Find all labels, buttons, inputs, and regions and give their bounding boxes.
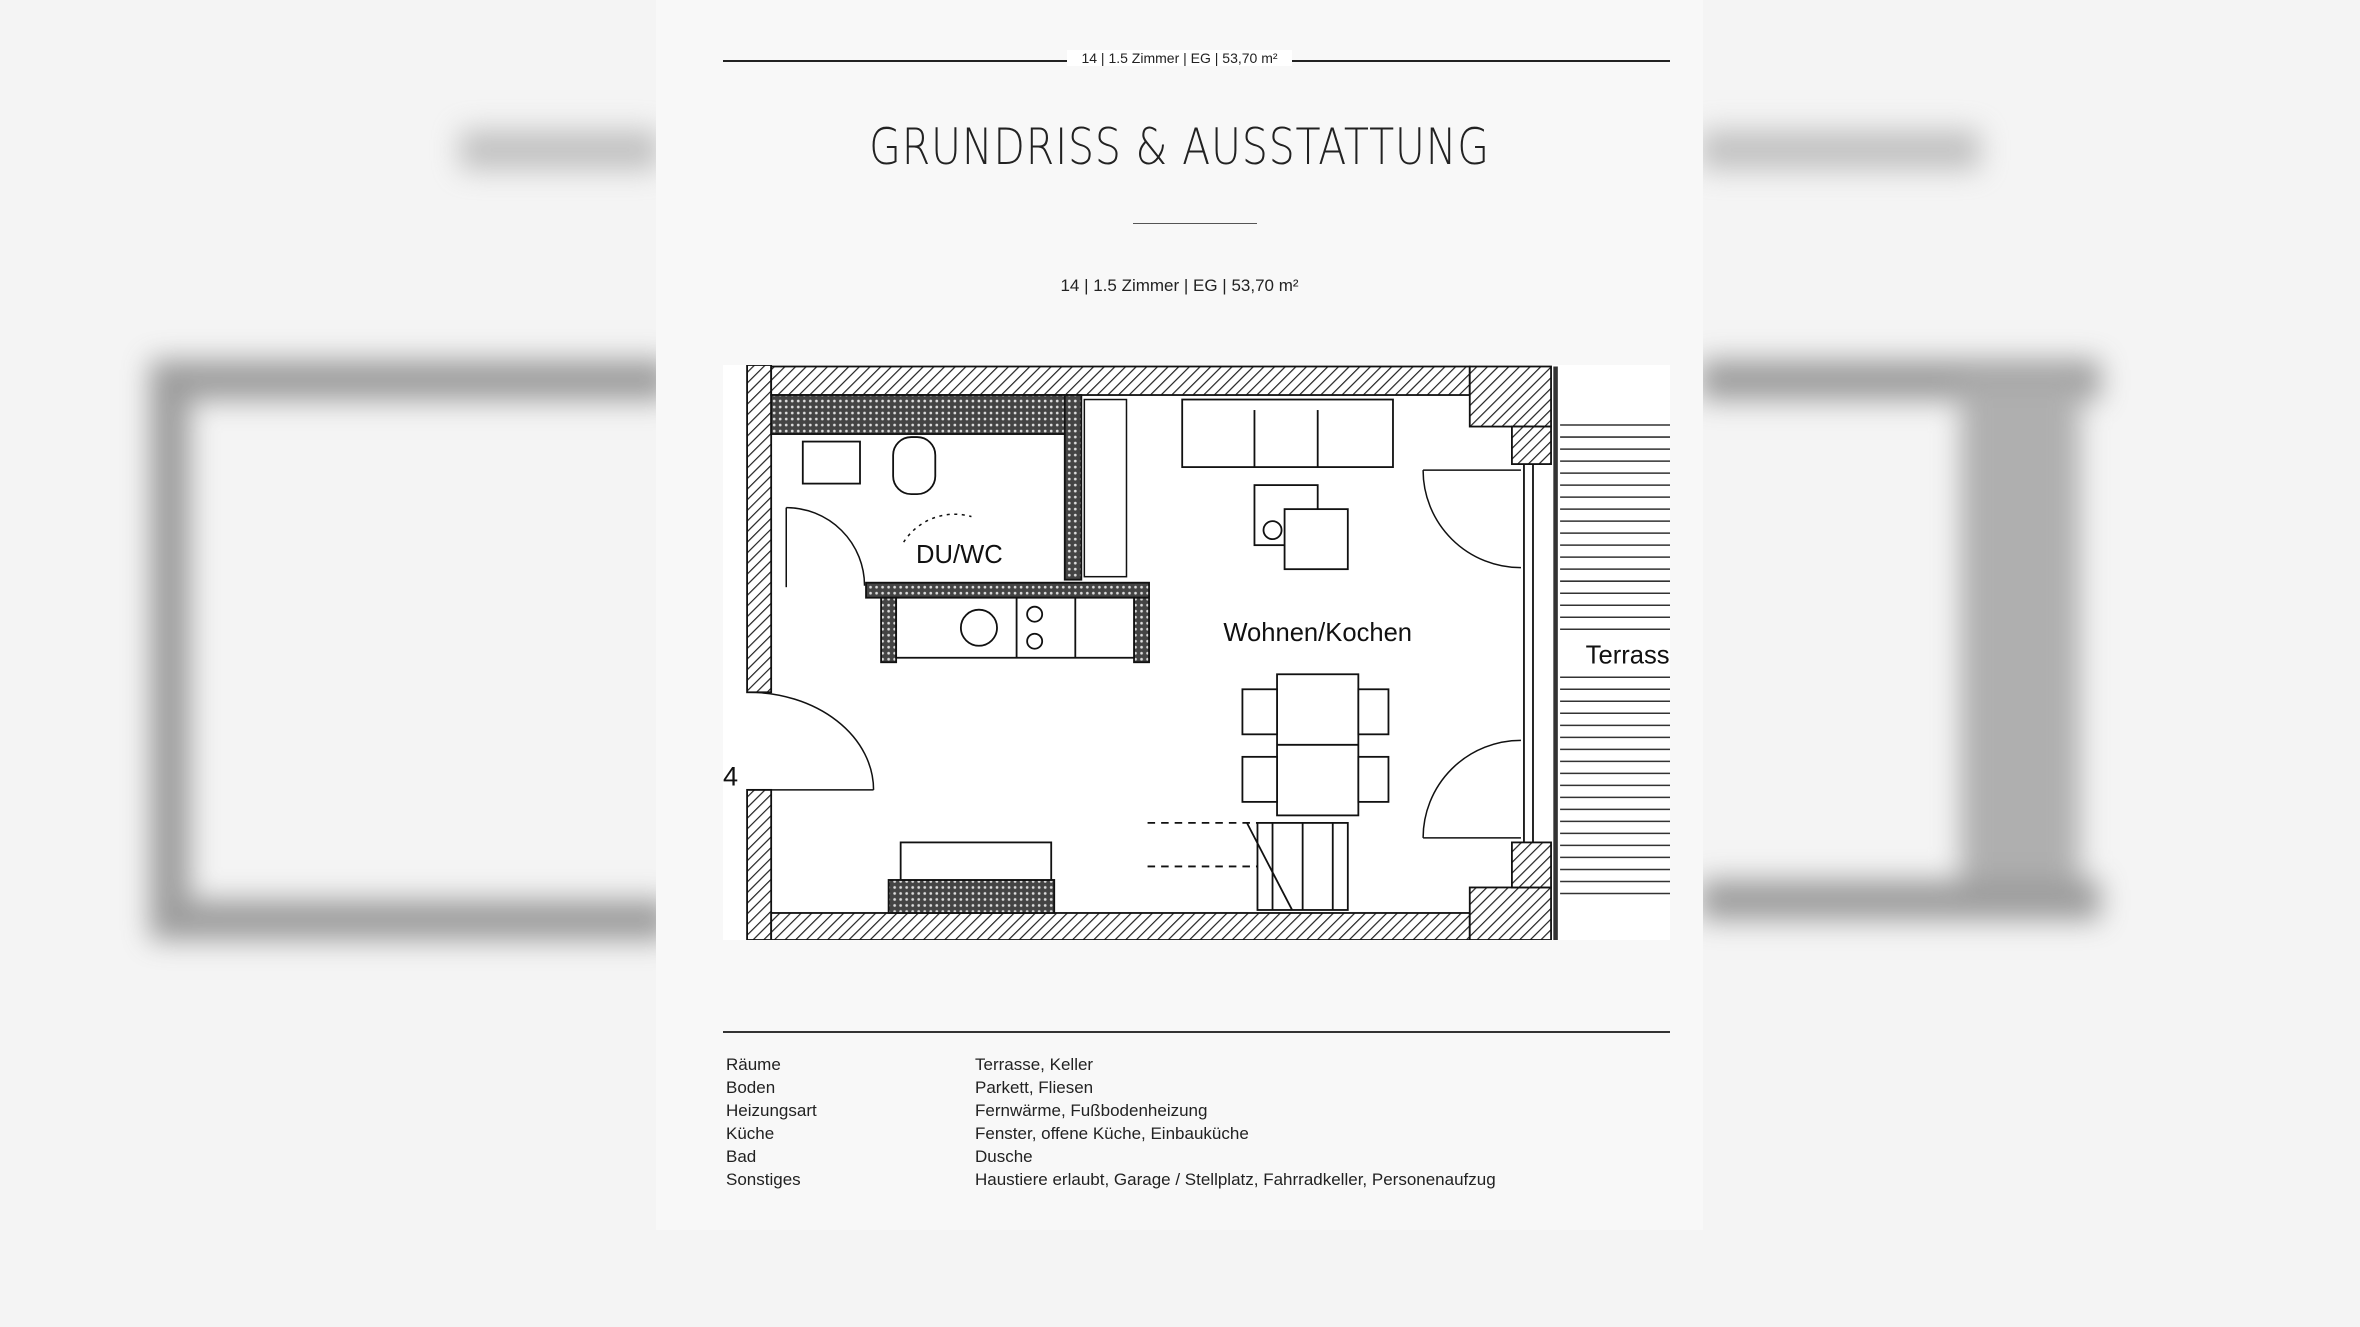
floor-plan	[723, 365, 1670, 940]
feature-key: Heizungsart	[726, 1101, 817, 1120]
feature-key: Sonstiges	[726, 1170, 801, 1189]
label-unit-number: 4	[723, 761, 739, 792]
feature-key: Küche	[726, 1124, 775, 1143]
feature-row	[726, 1053, 1496, 1076]
feature-value: Haustiere erlaubt, Garage / Stellplatz, Fahrradkeller, Personenaufzug	[975, 1170, 1496, 1189]
wall-bottom-inner	[889, 880, 1055, 913]
feature-value: Parkett, Fliesen	[975, 1078, 1094, 1097]
page-title: GRUNDRISS & AUSSTATTUNG	[869, 118, 1490, 176]
title-divider	[1133, 223, 1257, 224]
wall-right-top	[1470, 367, 1551, 427]
toilet	[893, 437, 935, 494]
wall-left-lower	[747, 790, 771, 940]
feature-key: Bad	[726, 1147, 757, 1166]
features-rule	[723, 1031, 1670, 1033]
kitchen-counter	[896, 598, 1134, 658]
wall-top	[771, 367, 1470, 396]
wall-left-upper	[747, 365, 771, 692]
document-page	[656, 0, 1703, 1230]
label-terrace: Terrass	[1585, 641, 1670, 670]
unit-subtitle: 14 | 1.5 Zimmer | EG | 53,70 m²	[1060, 276, 1299, 295]
feature-row	[726, 1099, 1496, 1122]
wall-top-inner	[771, 395, 1066, 434]
feature-key: Räume	[726, 1055, 781, 1074]
sofa	[1182, 400, 1393, 468]
feature-row	[726, 1076, 1496, 1099]
feature-value: Fenster, offene Küche, Einbauküche	[975, 1124, 1249, 1143]
feature-value: Terrasse, Keller	[975, 1055, 1094, 1074]
feature-key: Boden	[726, 1078, 776, 1097]
wall-right-bottom	[1470, 887, 1551, 940]
label-bath: DU/WC	[916, 541, 1003, 570]
door-arc	[786, 508, 864, 586]
feature-row	[726, 1122, 1496, 1145]
bath-wall	[1065, 395, 1082, 580]
feature-value: Dusche	[975, 1147, 1033, 1166]
feature-row	[726, 1168, 1496, 1191]
feature-value: Fernwärme, Fußbodenheizung	[975, 1101, 1208, 1120]
wall-bottom	[771, 913, 1470, 940]
features-table	[726, 1053, 1496, 1191]
feature-row	[726, 1145, 1496, 1168]
label-living: Wohnen/Kochen	[1223, 619, 1413, 648]
sink	[803, 442, 860, 484]
floor-plan-drawing	[723, 365, 1670, 940]
bed	[901, 842, 1052, 880]
header-unit-label: 14 | 1.5 Zimmer | EG | 53,70 m²	[1067, 50, 1291, 66]
